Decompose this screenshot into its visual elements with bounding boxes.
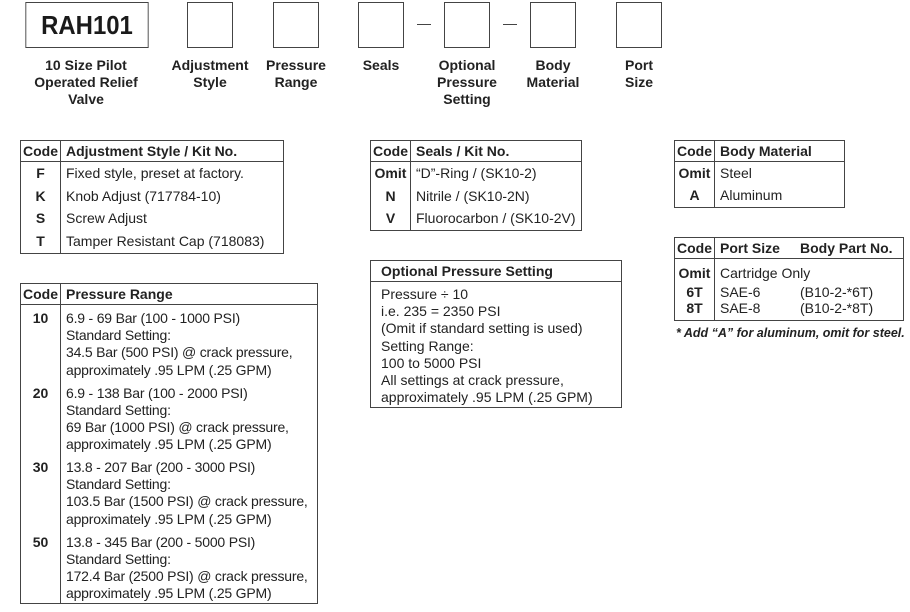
table-row: 6.9 - 138 Bar (100 - 2000 PSI) Standard Setting: 69 Bar (1000 PSI) @ crack pressure, approximately .95 LPM (.25 GPM): [66, 384, 289, 453]
optional-pressure-header: Optional Pressure Setting: [371, 261, 621, 282]
table-row-code: 50: [32, 533, 49, 550]
separator-dash: [417, 24, 431, 25]
table-row-code: 20: [32, 384, 49, 401]
table-row: 13.8 - 207 Bar (200 - 3000 PSI) Standard Setting: 103.5 Bar (1500 PSI) @ crack pressure, approximately .95 LPM (.25 GPM): [66, 459, 308, 527]
table-row-desc: Screw Adjust: [66, 210, 147, 226]
table-row-code: K: [35, 187, 46, 204]
table-row-code: S: [35, 210, 46, 226]
table-row-part: (B10-2-*6T): [800, 284, 874, 300]
pressure-range-table: [20, 283, 318, 604]
table-row-desc: Fixed style, preset at factory.: [66, 165, 244, 181]
table-row: 6.9 - 69 Bar (100 - 1000 PSI) Standard Setting: 34.5 Bar (500 PSI) @ crack pressure, approximately .95 LPM (.25 GPM): [66, 310, 293, 378]
table-row-part: (B10-2-*8T): [800, 300, 874, 316]
table-row: 13.8 - 345 Bar (200 - 5000 PSI) Standard Setting: 172.4 Bar (2500 PSI) @ crack pressure, approximately .95 LPM (.25 GPM): [66, 533, 308, 602]
code-header: Code: [21, 284, 61, 304]
seals-table: [370, 140, 582, 231]
adjustment-style-table: [20, 140, 284, 254]
port-size-table: [674, 237, 904, 321]
table-row-desc: Nitrile / (SK10-2N): [416, 187, 530, 204]
adjustment-style-box: [187, 2, 233, 48]
pressure-range-box: [273, 2, 319, 48]
table-row-code: A: [689, 187, 700, 203]
pressure-range-header: Pressure Range: [66, 286, 173, 302]
label-model: 10 Size Pilot Operated Relief Valve: [34, 57, 138, 107]
body-material-table: [674, 140, 845, 208]
separator-dash: [503, 24, 517, 25]
table-row-code: 30: [32, 459, 49, 475]
optional-pressure-box: [444, 2, 490, 48]
table-row-code: 8T: [686, 300, 703, 316]
code-header: Code: [371, 141, 411, 161]
model-code-box: [25, 2, 148, 48]
code-header: Code: [675, 238, 715, 258]
label-body-material: Body Material: [526, 57, 580, 90]
port-size-note: * Add “A” for aluminum, omit for steel.: [676, 326, 905, 340]
table-row-code: Omit: [374, 165, 407, 181]
table-row-part: [800, 262, 873, 284]
label-seals: Seals: [362, 57, 400, 73]
label-optional-pressure: Optional Pressure Setting: [437, 57, 497, 107]
code-header: Code: [21, 141, 61, 161]
table-row-desc: Tamper Resistant Cap (718083): [66, 232, 265, 249]
body-part-header: Body Part No.: [800, 240, 893, 256]
optional-pressure-body: Pressure ÷ 10 i.e. 235 = 2350 PSI (Omit if standard setting is used) Setting Range: 100 to 5000 PSI All settings at crack pressure, approximately .95 LPM (.25 GPM): [381, 286, 593, 406]
table-row-desc: Aluminum: [720, 187, 783, 203]
code-header: Code: [675, 141, 715, 161]
table-row-code: F: [36, 165, 45, 181]
label-pressure-range: Pressure Range: [266, 57, 326, 90]
table-row-code: T: [36, 232, 45, 249]
body-material-box: [530, 2, 576, 48]
label-adjustment-style: Adjustment Style: [171, 57, 249, 90]
table-row-desc: Knob Adjust (717784-10): [66, 187, 221, 204]
optional-pressure-table: [370, 260, 622, 408]
model-code: RAH101: [41, 9, 133, 40]
table-row-code: Omit: [678, 165, 711, 181]
port-size-header: Port Size: [720, 240, 780, 256]
label-port-size: Port Size: [624, 57, 653, 90]
table-row-code: 6T: [686, 284, 703, 300]
seals-header: Seals / Kit No.: [416, 143, 510, 159]
table-row-code: Omit: [678, 265, 711, 281]
seals-box: [358, 2, 404, 48]
table-row-size: Cartridge Only: [720, 265, 811, 281]
table-row-size: SAE-8: [720, 300, 761, 316]
table-row-desc: Steel: [720, 165, 752, 181]
port-size-box: [616, 2, 662, 48]
table-row-desc: “D”-Ring / (SK10-2): [416, 165, 537, 181]
body-material-header: Body Material: [720, 143, 812, 159]
table-row-code: V: [385, 210, 396, 226]
table-header: [21, 141, 283, 162]
table-row-code: N: [385, 187, 396, 204]
adjustment-header: Adjustment Style / Kit No.: [66, 143, 238, 159]
table-row-size: SAE-6: [720, 284, 761, 300]
table-row-code: 10: [32, 310, 49, 326]
table-row-desc: Fluorocarbon / (SK10-2V): [416, 210, 576, 226]
